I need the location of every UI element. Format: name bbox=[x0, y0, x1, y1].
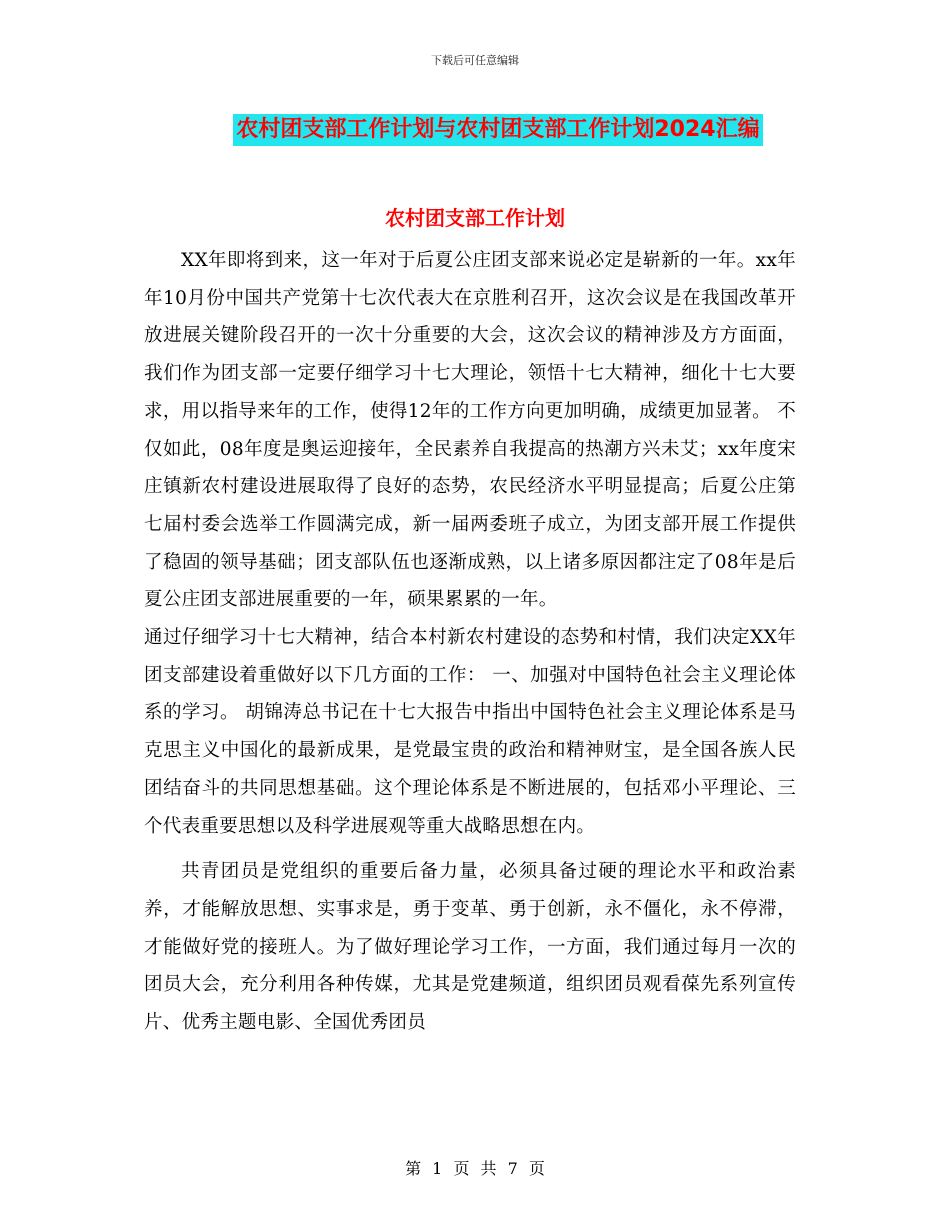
document-title: 农村团支部工作计划与农村团支部工作计划2024汇编 bbox=[233, 114, 762, 146]
section-title: 农村团支部工作计划 bbox=[385, 206, 565, 230]
paragraph-3: 共青团员是党组织的重要后备力量，必须具备过硬的理论水平和政治素养，才能解放思想、实事求是，勇于变革、勇于创新，永不僵化，永不停滞，才能做好党的接班人。为了做好理论学习工作，一方面，我们通过每月一次的团员大会，充分利用各种传媒，尤其是党建频道，组织团员观看葆先系列宣传片、优秀主题电影、全国优秀团员 bbox=[144, 861, 796, 1034]
document-title-container bbox=[0, 114, 950, 146]
paragraph-2: 通过仔细学习十七大精神，结合本村新农村建设的态势和村情，我们决定XX年团支部建设着重做好以下几方面的工作： 一、加强对中国特色社会主义理论体系的学习。 胡锦涛总书记在十七大报告中指出中国特色社会主义理论体系是马克思主义中国化的最新成果，是党最宝贵的政治和精神财宝，是全国各族人民团结奋斗的共同思想基础。这个理论体系是不断进展的，包括邓小平理论、三个代表重要思想以及科学进展观等重大战略思想在内。 bbox=[144, 627, 796, 837]
header-note: 下载后可任意编辑 bbox=[431, 54, 519, 67]
document-body bbox=[144, 220, 796, 1042]
page-number-footer: 第 1 页 共 7 页 bbox=[405, 1159, 545, 1178]
paragraph-1: XX年即将到来，这一年对于后夏公庄团支部来说必定是崭新的一年。xx年年10月份中国共产党第十七次代表大在京胜利召开，这次会议是在我国改革开放进展关键阶段召开的一次十分重要的大会，这次会议的精神涉及方方面面，我们作为团支部一定要仔细学习十七大理论，领悟十七大精神，细化十七大要求，用以指导来年的工作，使得12年的工作方向更加明确，成绩更加显著。 不仅如此，08年度是奥运迎接年，全民素养自我提高的热潮方兴未艾；xx年度宋庄镇新农村建设进展取得了良好的态势，农民经济水平明显提高；后夏公庄第七届村委会选举工作圆满完成，新一届两委班子成立，为团支部开展工作提供了稳固的领导基础；团支部队伍也逐渐成熟，以上诸多原因都注定了08年是后夏公庄团支部进展重要的一年，硕果累累的一年。 bbox=[144, 250, 796, 611]
